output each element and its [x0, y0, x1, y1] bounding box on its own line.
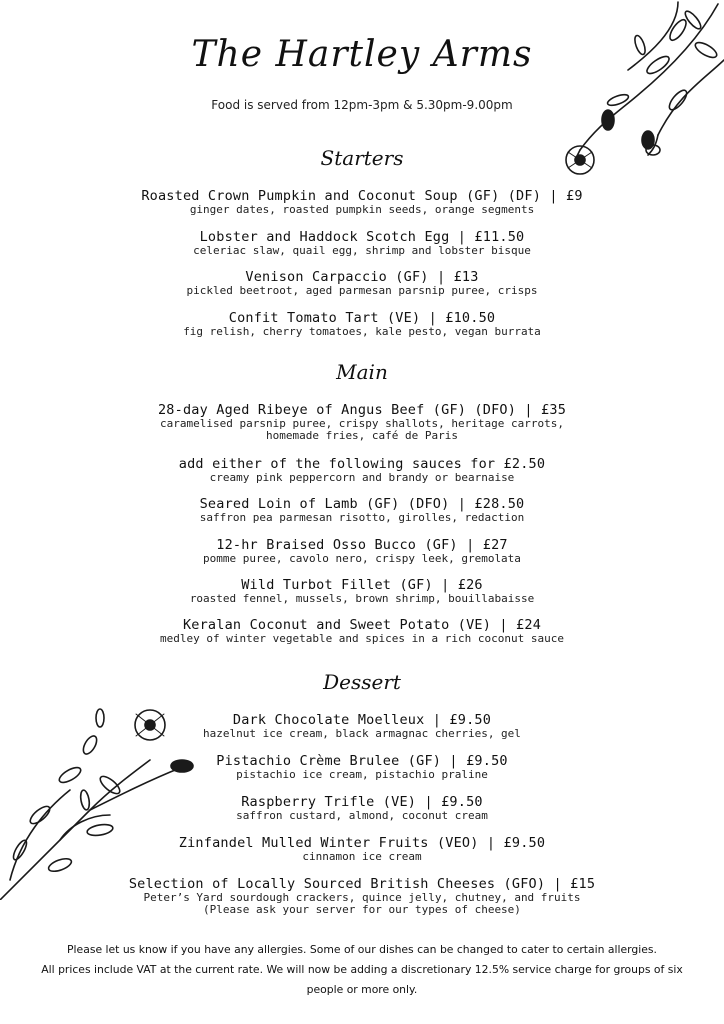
footer-line: Please let us know if you have any allergies. Some of our dishes can be changed to cater to certain allergies.	[67, 943, 657, 956]
menu-item-name: Wild Turbot Fillet (GF) | £26	[241, 577, 483, 593]
menu-item	[0, 876, 724, 916]
menu-item	[0, 794, 724, 822]
menu-item	[0, 188, 724, 216]
footer-line: people or more only.	[306, 983, 418, 996]
menu-item-description: caramelised parsnip puree, crispy shallots, heritage carrots,	[160, 417, 564, 430]
menu-item	[0, 269, 724, 297]
menu-item-name: 12-hr Braised Osso Bucco (GF) | £27	[216, 537, 508, 553]
menu-item-description: cinnamon ice cream	[302, 850, 422, 863]
footer-line: All prices include VAT at the current rate. We will now be adding a discretionary 12.5% service charge for groups of six	[41, 963, 683, 976]
menu-item-description: saffron pea parmesan risotto, girolles, redaction	[199, 511, 525, 524]
menu-item-description: homemade fries, café de Paris	[265, 429, 459, 442]
menu-item-description: roasted fennel, mussels, brown shrimp, bouillabaisse	[189, 592, 535, 605]
menu-item-name: Zinfandel Mulled Winter Fruits (VEO) | £9.50	[178, 835, 546, 851]
menu-item	[0, 835, 724, 863]
menu-item	[0, 310, 724, 338]
menu-item-description: Peter’s Yard sourdough crackers, quince jelly, chutney, and fruits	[143, 891, 581, 904]
menu-item	[0, 402, 724, 442]
menu-item-description: pistachio ice cream, pistachio praline	[236, 768, 488, 781]
main-heading: Main	[336, 360, 388, 384]
menu-item	[0, 456, 724, 484]
menu-item-name: Venison Carpaccio (GF) | £13	[245, 269, 479, 285]
menu-item-description: pomme puree, cavolo nero, crispy leek, gremolata	[203, 552, 521, 565]
menu-item-description: saffron custard, almond, coconut cream	[236, 809, 488, 822]
menu-item-name: Roasted Crown Pumpkin and Coconut Soup (GF) (DF) | £9	[141, 188, 583, 204]
menu-item-description: pickled beetroot, aged parmesan parsnip puree, crisps	[186, 284, 538, 297]
menu-item	[0, 617, 724, 645]
menu-item-name: 28-day Aged Ribeye of Angus Beef (GF) (DFO) | £35	[157, 402, 567, 418]
menu-item-name: Seared Loin of Lamb (GF) (DFO) | £28.50	[199, 496, 525, 512]
menu-item-name: Lobster and Haddock Scotch Egg | £11.50	[199, 229, 525, 245]
menu-item-description: medley of winter vegetable and spices in a rich coconut sauce	[160, 632, 564, 645]
menu-item-description: hazelnut ice cream, black armagnac cherries, gel	[203, 727, 521, 740]
menu-item-description: fig relish, cherry tomatoes, kale pesto, vegan burrata	[183, 325, 541, 338]
menu-item-description: ginger dates, roasted pumpkin seeds, orange segments	[189, 203, 535, 216]
menu-item-name: Raspberry Trifle (VE) | £9.50	[241, 794, 483, 810]
menu-item-name: Confit Tomato Tart (VE) | £10.50	[228, 310, 496, 326]
menu-item	[0, 577, 724, 605]
starters-heading: Starters	[320, 146, 404, 170]
menu-item-description: creamy pink peppercorn and brandy or bearnaise	[209, 471, 515, 484]
dessert-heading: Dessert	[323, 670, 401, 694]
menu-item-description: celeriac slaw, quail egg, shrimp and lobster bisque	[193, 244, 531, 257]
menu-item	[0, 537, 724, 565]
menu-item-description: (Please ask your server for our types of cheese)	[203, 903, 521, 916]
menu-item	[0, 229, 724, 257]
menu-item	[0, 753, 724, 781]
restaurant-title: The Hartley Arms	[191, 34, 533, 75]
menu-item-name: Keralan Coconut and Sweet Potato (VE) | £24	[182, 617, 542, 633]
menu-item-name: Selection of Locally Sourced British Cheeses (GFO) | £15	[128, 876, 596, 892]
menu-item-name: Dark Chocolate Moelleux | £9.50	[232, 712, 492, 728]
menu-item	[0, 712, 724, 740]
menu-item-name: Pistachio Crème Brulee (GF) | £9.50	[216, 753, 508, 769]
serving-hours: Food is served from 12pm-3pm & 5.30pm-9.00pm	[211, 98, 513, 112]
menu-item	[0, 496, 724, 524]
menu-item-name: add either of the following sauces for £2.50	[178, 456, 546, 472]
allergy-notice	[20, 940, 704, 1000]
